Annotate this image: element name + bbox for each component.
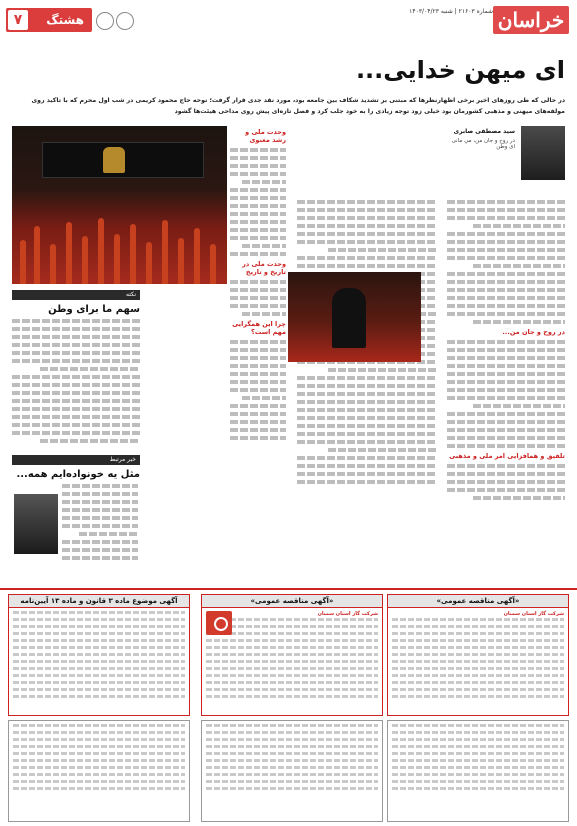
text-column-2 [297,200,437,583]
ad-tender-2[interactable] [201,594,383,716]
ad-notice-3[interactable] [8,594,190,716]
subhead-why: چرا این همگرایی مهم است؟ [232,320,286,336]
section-tag[interactable] [6,8,92,32]
eulogist-figure [332,288,366,348]
section-label: هشتگ [46,13,84,27]
text-column-3 [230,126,286,583]
ad-small-3[interactable] [8,720,190,822]
khabar-body [62,484,138,574]
subhead-fusion: تلفیق و همافزایی امر ملی و مذهبی [449,452,565,460]
ad-small-1[interactable] [387,720,569,822]
article-lead: در حالی که طی روزهای اخیر برخی اظهارنظرها که مبتنی بر تشدید شکاف بین جامعه بود، مورد نقد جدی قرار گرفت؛ نوحه حاج محمود کریمی در شب اول محرم که با تاکید روی مولفه‌های میهنی و مذهبی کشورمان بود خیلی زود توجه زیادی را به خود جلب کرد و فصل تازه‌ای پیش روی مداحی هیئت‌ها گشود [31,97,565,115]
ad1-title: «آگهی مناقصه عمومی» [388,595,568,608]
masthead [0,0,577,44]
author-name: سید مصطفی صابری [453,128,515,135]
eulogist-photo [288,272,421,362]
ads-section [0,588,577,826]
khabar-label: خبر مرتبط [12,455,140,465]
web-icon[interactable] [96,12,114,30]
related-news-photo [14,494,58,554]
nokte-body [12,319,140,449]
social-icons [96,10,136,30]
author-photo [521,126,565,180]
nokte-title: سهم ما برای وطن [48,304,140,315]
ad-tender-1[interactable] [387,594,569,716]
ad2-title: «آگهی مناقصه عمومی» [202,595,382,608]
text-column-1 [447,200,565,583]
message-icon[interactable] [116,12,134,30]
black-banner [42,142,204,178]
ad3-title: آگهی موضوع ماده ۳ قانون و ماده ۱۳ آیین‌نامه [9,595,189,608]
gas-company-logo-icon [206,611,232,635]
subhead-soul: در روح و جان من... [502,328,565,336]
subhead-history: وحدت ملی در تاریخ و تاریخ [242,260,286,276]
article-headline: ای میهن خدایی... [355,56,565,84]
author-tagline: در روح و جان من، میِ مانی ای وطن [451,138,515,150]
mourning-ceremony-photo [12,126,227,284]
emblem-icon [103,147,125,173]
page-number: ۷ [8,10,28,30]
khabar-title: مثل یه خونواده‌ایم همه... [16,469,140,480]
ad-small-2[interactable] [201,720,383,822]
subhead-unity: وحدت ملی و رشد معنوی [245,128,286,144]
author-box [447,126,565,196]
ad2-company: شرکت گاز استان سمنان [317,611,378,617]
nokte-label: نکته [12,290,140,300]
newspaper-logo[interactable]: خراسان [493,6,569,34]
ad1-company: شرکت گاز استان سمنان [503,611,564,617]
issue-meta: شماره ۲۱۶۰۳ | شنبه ۱۴۰۳/۰۴/۲۳ [409,8,493,15]
